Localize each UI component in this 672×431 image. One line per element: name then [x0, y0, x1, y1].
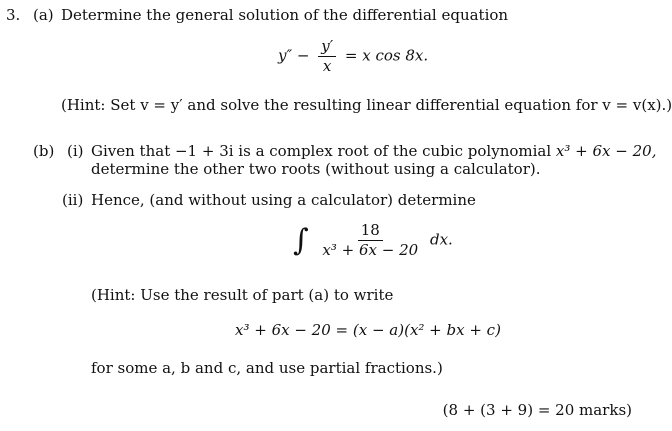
- part-b-hint-line: (Hint: Use the result of part (a) to write: [91, 286, 394, 304]
- eq-rhs: x cos 8x.: [362, 46, 429, 65]
- part-b-ii-prompt: Hence, (and without using a calculator) determine: [91, 191, 476, 209]
- part-b-label: (b): [33, 142, 55, 160]
- eq-frac-denominator: x: [322, 57, 332, 75]
- integral-fraction: [319, 222, 421, 259]
- part-b-i-line1: [91, 142, 656, 160]
- part-a-prompt: Determine the general solution of the differential equation: [61, 6, 509, 24]
- eq-equals: =: [344, 46, 358, 65]
- integral-denominator: x³ + 6x − 20: [322, 241, 419, 259]
- eq-frac-numerator: y′: [318, 38, 336, 57]
- part-b-ii-label: (ii): [62, 191, 84, 209]
- part-b-closing: for some a, b and c, and use partial fractions.): [91, 359, 443, 377]
- integral-sign: ∫: [293, 222, 309, 258]
- part-b-i-text: Given that −1 + 3i is a complex root of the cubic polynomial: [91, 142, 556, 160]
- eq-minus: −: [296, 46, 310, 65]
- integral-expression: [293, 222, 453, 259]
- part-b-i-label: (i): [67, 142, 84, 160]
- integral-dx: dx.: [429, 230, 453, 249]
- integral-numerator: 18: [358, 222, 383, 241]
- eq-lhs: y″: [278, 46, 293, 65]
- part-a-label: (a): [33, 6, 54, 24]
- question-number: 3.: [6, 6, 21, 24]
- marks-total: (8 + (3 + 9) = 20 marks): [442, 401, 632, 419]
- eq-fraction: [318, 38, 336, 75]
- part-b-i-line2: determine the other two roots (without using a calculator).: [91, 160, 541, 178]
- factorisation-equation: x³ + 6x − 20 = (x − a)(x² + bx + c): [235, 321, 501, 339]
- cubic-polynomial: x³ + 6x − 20,: [555, 142, 657, 160]
- differential-equation: [278, 38, 428, 75]
- part-a-hint: (Hint: Set v = y′ and solve the resulting linear differential equation for v = v(x).): [61, 96, 672, 114]
